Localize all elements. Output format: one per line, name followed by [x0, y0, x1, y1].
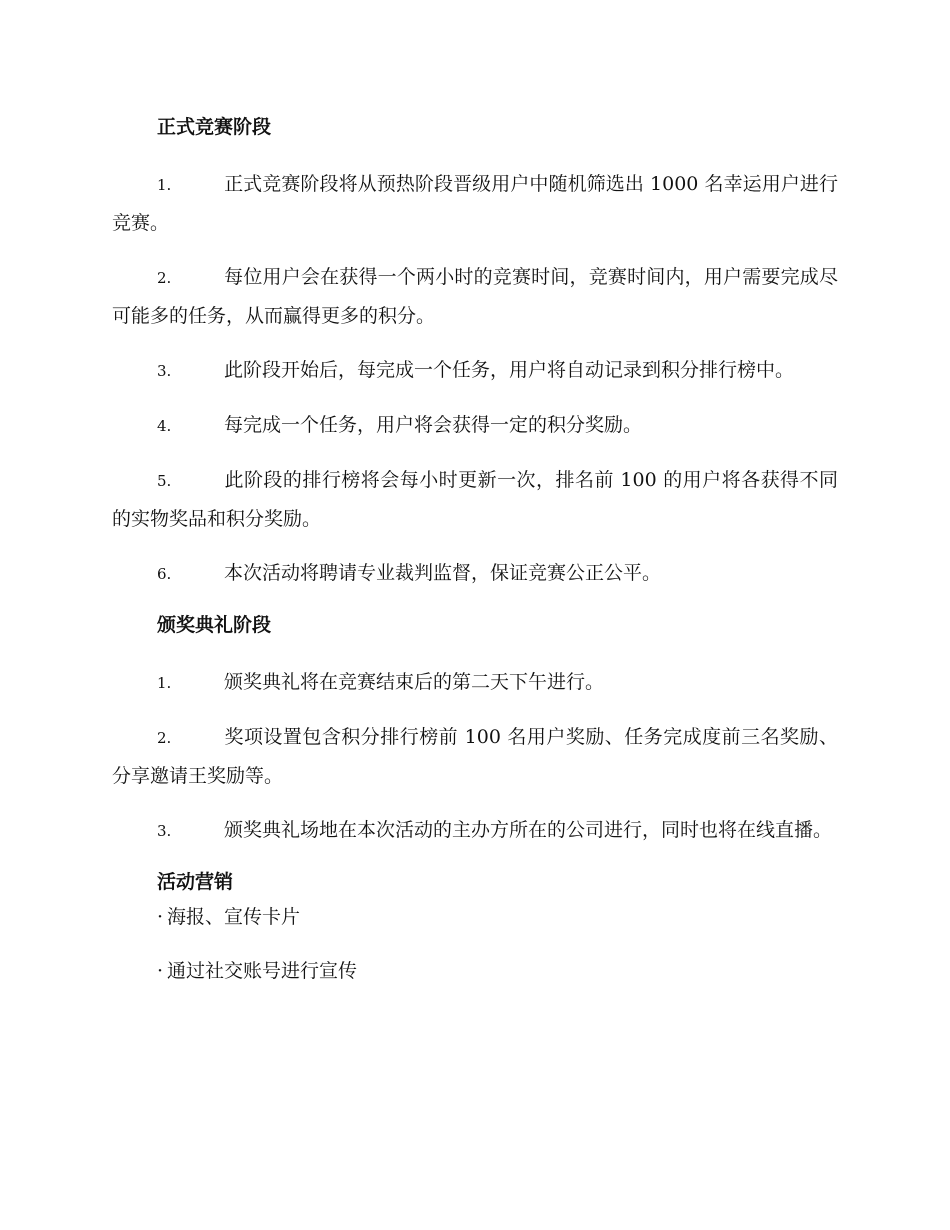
- item-number: 2.: [157, 729, 172, 747]
- list-item: [157, 898, 838, 936]
- item-text: 本次活动将聘请专业裁判监督，保证竞赛公正公平。: [224, 562, 662, 584]
- section-heading-marketing: 活动营销: [157, 871, 234, 893]
- bullet-text: 通过社交账号进行宣传: [167, 960, 358, 982]
- list-item: [112, 811, 838, 850]
- list-item: [112, 258, 838, 335]
- item-number: 5.: [157, 472, 172, 490]
- marketing-list: [112, 898, 838, 990]
- item-text: 奖项设置包含积分排行榜前 100 名用户奖励、任务完成度前三名奖励、分享邀请王奖励等。: [112, 726, 838, 787]
- bullet-text: 海报、宣传卡片: [167, 906, 301, 928]
- list-item: [112, 461, 838, 538]
- bullet-icon: ·: [157, 906, 164, 928]
- item-text: 颁奖典礼将在竞赛结束后的第二天下午进行。: [224, 671, 605, 693]
- awards-list: [112, 663, 838, 850]
- list-item: [112, 351, 838, 390]
- list-item: [112, 165, 838, 242]
- item-number: 3.: [157, 362, 172, 380]
- list-item: [112, 554, 838, 593]
- item-number: 3.: [157, 822, 172, 840]
- item-number: 1.: [157, 176, 172, 194]
- item-text: 颁奖典礼场地在本次活动的主办方所在的公司进行，同时也将在线直播。: [224, 819, 833, 841]
- item-text: 每位用户会在获得一个两小时的竞赛时间，竞赛时间内，用户需要完成尽可能多的任务，从而赢得更多的积分。: [112, 266, 838, 327]
- bullet-icon: ·: [157, 960, 164, 982]
- competition-list: [112, 165, 838, 593]
- item-text: 正式竞赛阶段将从预热阶段晋级用户中随机筛选出 1000 名幸运用户进行竞赛。: [112, 173, 838, 234]
- section-heading-competition: 正式竞赛阶段: [157, 116, 272, 138]
- item-text: 每完成一个任务，用户将会获得一定的积分奖励。: [224, 414, 643, 436]
- item-number: 1.: [157, 674, 172, 692]
- item-number: 2.: [157, 269, 172, 287]
- list-item: [157, 952, 838, 990]
- item-number: 4.: [157, 417, 172, 435]
- list-item: [112, 718, 838, 795]
- item-number: 6.: [157, 565, 172, 583]
- list-item: [112, 406, 838, 445]
- list-item: [112, 663, 838, 702]
- item-text: 此阶段的排行榜将会每小时更新一次，排名前 100 的用户将各获得不同的实物奖品和积分奖励。: [112, 469, 838, 530]
- item-text: 此阶段开始后，每完成一个任务，用户将自动记录到积分排行榜中。: [224, 359, 795, 381]
- section-heading-awards: 颁奖典礼阶段: [157, 614, 272, 636]
